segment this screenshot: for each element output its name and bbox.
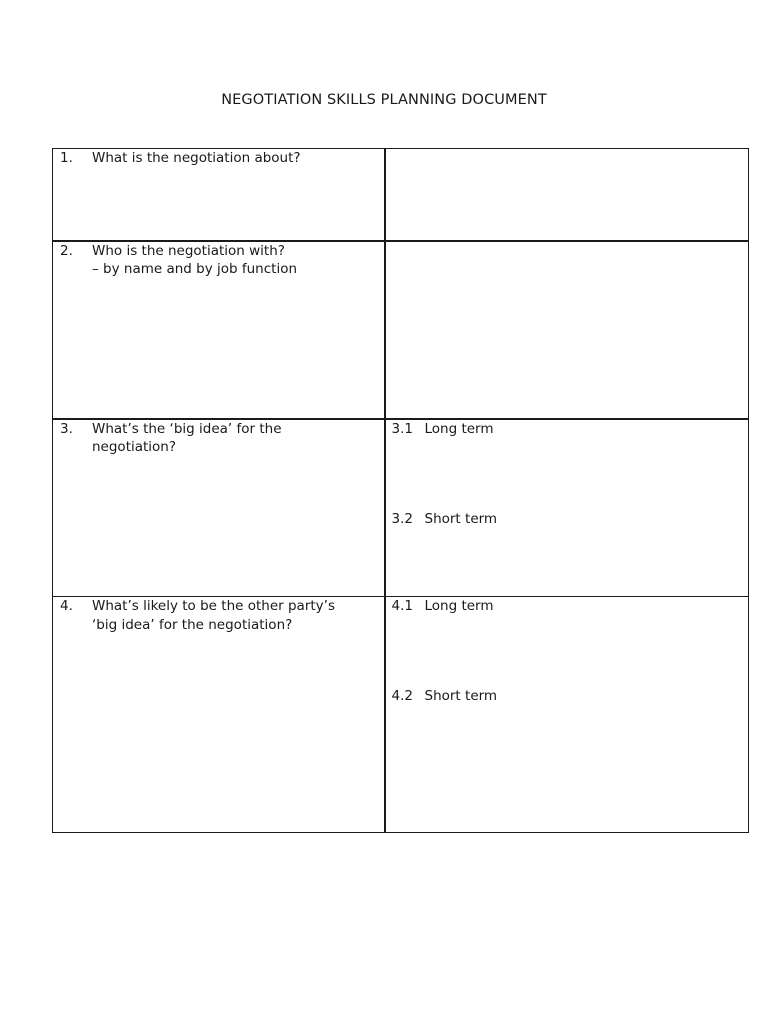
question-number: 2. xyxy=(60,242,73,259)
table-row xyxy=(53,241,749,419)
question-text-continued: ‘big idea’ for the negotiation? xyxy=(92,616,293,633)
subheading-number: 3.2 xyxy=(391,510,413,527)
answer-subheading-long-term xyxy=(386,420,494,439)
question-cell-4 xyxy=(53,597,385,833)
document-title: NEGOTIATION SKILLS PLANNING DOCUMENT xyxy=(221,92,547,108)
question-text: Who is the negotiation with? xyxy=(92,242,285,259)
question-number: 3. xyxy=(60,420,73,437)
question-cell-2 xyxy=(53,241,385,419)
answer-cell-4[interactable] xyxy=(385,597,749,833)
question-text: What’s the ‘big idea’ for the xyxy=(92,420,282,437)
subheading-label: Short term xyxy=(424,510,498,527)
table-row xyxy=(53,597,749,833)
planning-table xyxy=(52,148,749,833)
subheading-label: Short term xyxy=(424,688,498,704)
question-cell-3 xyxy=(53,419,385,597)
subheading-label: Long term xyxy=(424,598,494,614)
question-text: What’s likely to be the other party’s xyxy=(92,598,335,614)
question-number: 1. xyxy=(60,150,73,166)
question-number: 4. xyxy=(60,598,73,614)
answer-subheading-long-term xyxy=(386,597,494,616)
answer-cell-1[interactable] xyxy=(385,149,749,241)
question-cell-1 xyxy=(53,149,385,241)
subheading-number: 4.2 xyxy=(391,688,413,704)
question-text-continued: negotiation? xyxy=(92,439,177,455)
question-subtext: – by name and by job function xyxy=(92,261,298,277)
subheading-label: Long term xyxy=(424,420,494,437)
answer-subheading-short-term xyxy=(386,687,498,706)
subheading-number: 4.1 xyxy=(391,598,413,614)
table-row xyxy=(53,149,749,241)
answer-subheading-short-term xyxy=(386,510,498,529)
subheading-number: 3.1 xyxy=(391,420,413,437)
answer-cell-2[interactable] xyxy=(385,241,749,419)
table-row xyxy=(53,419,749,597)
answer-cell-3[interactable] xyxy=(385,419,749,597)
question-text: What is the negotiation about? xyxy=(92,150,301,166)
